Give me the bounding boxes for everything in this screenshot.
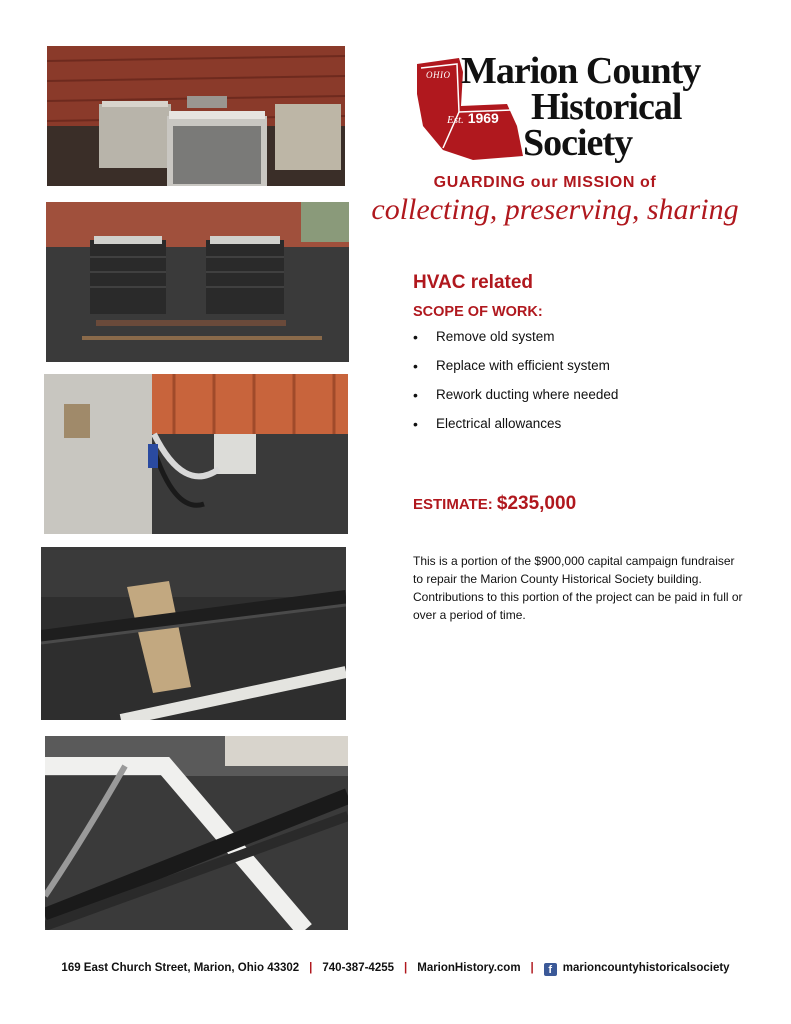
estimate-value: $235,000	[496, 493, 577, 514]
logo-established	[447, 110, 499, 126]
mchs-logo	[413, 50, 713, 168]
footer-website[interactable]: MarionHistory.com	[417, 962, 521, 974]
scope-item: • Replace with efficient system	[413, 355, 618, 384]
description-paragraph-1: This is a portion of the $900,000 capital campaign fundraiser to repair the Marion County Historical Society building.	[413, 554, 735, 586]
photo-conduit-and-lines	[45, 736, 348, 930]
description-paragraph-2: Contributions to this portion of the project can be paid in full or over a period of time.	[413, 590, 743, 622]
footer-separator: |	[309, 962, 313, 974]
footer-separator: |	[404, 962, 408, 974]
description	[413, 552, 743, 624]
scope-list	[413, 326, 618, 442]
photo-electrical-disconnect	[44, 374, 348, 534]
facebook-icon[interactable]: f	[544, 963, 557, 976]
photo-rooftop-hvac-units	[47, 46, 345, 186]
logo-est-prefix: Est.	[447, 114, 464, 126]
estimate-label: ESTIMATE:	[413, 496, 497, 513]
scope-item: • Rework ducting where needed	[413, 384, 618, 413]
logo-line-2: Historical	[531, 86, 682, 128]
scope-heading: SCOPE OF WORK:	[413, 304, 543, 320]
footer-phone[interactable]: 740-387-4255	[322, 962, 395, 974]
footer	[0, 962, 791, 976]
estimate	[413, 493, 576, 515]
scope-item: • Remove old system	[413, 326, 618, 355]
logo-line-1: Marion County	[461, 50, 701, 92]
photo-refrigerant-line-set	[41, 547, 346, 720]
mission-heading: GUARDING our MISSION of	[433, 174, 657, 191]
photo-roof-condenser-pair	[46, 202, 349, 362]
section-title: HVAC related	[413, 272, 534, 293]
footer-separator: |	[530, 962, 534, 974]
footer-address: 169 East Church Street, Marion, Ohio 43302	[61, 962, 300, 974]
scope-item: • Electrical allowances	[413, 413, 618, 442]
footer-facebook[interactable]: marioncountyhistoricalsociety	[562, 962, 730, 974]
logo-est-year: 1969	[467, 110, 499, 126]
logo-state-label: OHIO	[426, 70, 451, 80]
mission-tagline: collecting, preserving, sharing	[371, 193, 739, 226]
logo-line-3: Society	[523, 122, 633, 164]
